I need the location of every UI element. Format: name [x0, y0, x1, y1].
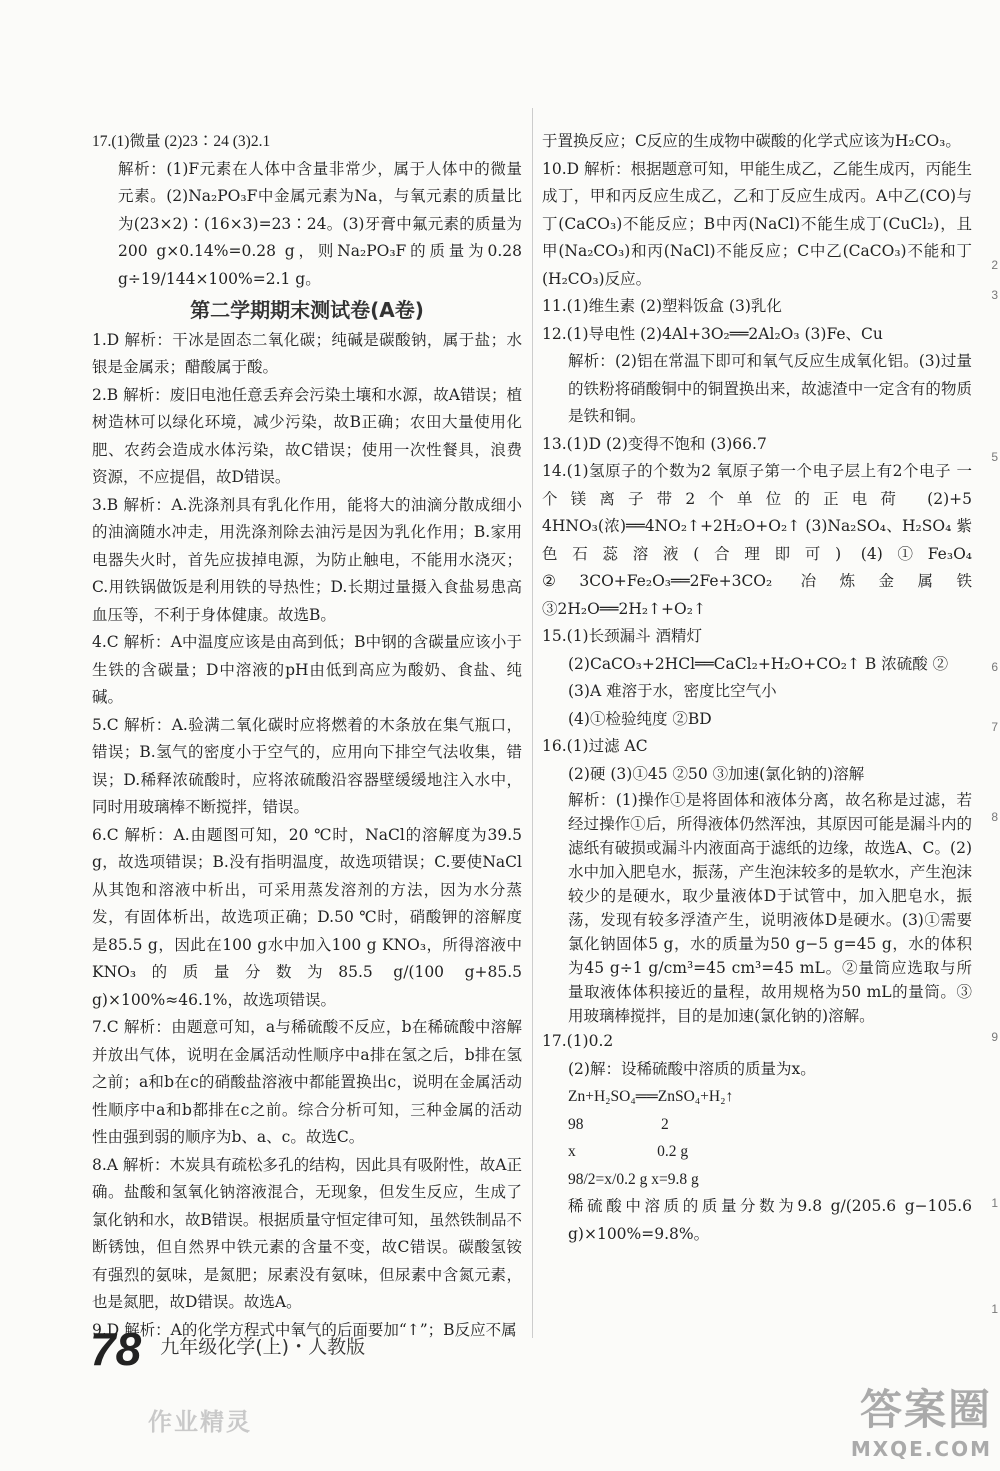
answer-17-equation: Zn+H₂SO₄══ZnSO₄+H₂↑: [568, 1088, 734, 1105]
answer-1: 1.D 解析：干冰是固态二氧化碳；纯碱是碳酸钠，属于盐；水银是金属汞；醋酸属于酸。: [92, 330, 522, 376]
section-title: 第二学期期末测试卷(A卷): [190, 298, 424, 322]
answer-12-analysis: 解析：(2)铝在常温下即可和氧气反应生成氧化铝。(3)过量的铁粉将硝酸铜中的铜置换出来，故滤渣中一定含有的物质是铁和铜。: [568, 352, 972, 425]
answer-14: 14.(1)氢原子的个数为2 氧原子第一个电子层上有2个电子 一个镁离子带2个单位的正电荷 (2)+5 4HNO₃(浓)══4NO₂↑+2H₂O+O₂↑ (3)Na₂SO₄、H₂SO₄ 紫色石蕊溶液(合理即可) (4)①Fe₃O₄ ②3CO+Fe₂O₃══2Fe+3CO₂ 冶炼金属铁 ③2H₂O══2H₂↑+O₂↑: [542, 462, 972, 618]
answer-17-ratio: 98/2=x/0.2 g x=9.8 g: [568, 1170, 699, 1188]
answer-7: 7.C 解析：由题意可知，a与稀硫酸不反应，b在稀硫酸中溶解并放出气体，说明在金属活动性顺序中a排在氢之后，b排在氢之前；a和b在c的硝酸盐溶液中都能置换出c，说明在金属活动性顺序中a和b都排在c之前。综合分析可知，三种金属的活动性由强到弱的顺序为b、a、c。故选C。: [92, 1018, 522, 1146]
edge-mark: 1: [991, 1302, 998, 1316]
answer-16-analysis: 解析：(1)操作①是将固体和液体分离，故名称是过滤，若经过操作①后，所得液体仍然浑浊，其原因可能是漏斗内的滤纸有破损或漏斗内液面高于滤纸的边缘，故选A、C。(2)水中加入肥皂水，振荡，产生泡沫较多的是软水，产生泡沫较少的是硬水，取少量液体D于试管中，加入肥皂水，振荡，发现有较多浮渣产生，说明液体D是硬水。(3)①需要氯化钠固体5 g，水的质量为50 g−5 g=45 g，水的体积为45 g÷1 g/cm³=45 cm³=45 mL。②量筒应选取与所量取液体体积接近的量程，故用规格为50 mL的量筒。③用玻璃棒搅拌，目的是加速(氯化钠的)溶解。: [568, 791, 972, 1025]
answer-16-part1: 16.(1)过滤 AC: [542, 737, 648, 755]
answer-9-continued: 于置换反应；C反应的生成物中碳酸的化学式应该为H₂CO₃。: [542, 132, 961, 150]
answer-10: 10.D 解析：根据题意可知，甲能生成乙，乙能生成丙，丙能生成丁，甲和丙反应生成乙，乙和丁反应生成丙。A中乙(CO)与丁(CaCO₃)不能反应；B中丙(NaCl)不能生成丁(CuCl₂)，且甲(Na₂CO₃)和丙(NaCl)不能反应；C中乙(CaCO₃)不能和丁(H₂CO₃)反应。: [542, 159, 972, 288]
answer-15-part1: 15.(1)长颈漏斗 酒精灯: [542, 627, 703, 645]
answer-17-fraction: 稀硫酸中溶质的质量分数为9.8 g/(205.6 g−105.6 g)×100%=9.8%。: [568, 1197, 972, 1243]
right-column: [542, 128, 972, 1248]
edge-mark: 6: [991, 660, 998, 674]
edge-mark: 7: [991, 720, 998, 734]
answer-13: 13.(1)D (2)变得不饱和 (3)66.7: [542, 434, 767, 453]
answer-17-part1: 17.(1)0.2: [542, 1032, 614, 1050]
answer-17-molar-mass: 98 2: [568, 1115, 669, 1133]
answer-9: 9.D 解析：A的化学方程式中氧气的后面要加“↑”；B反应不属: [92, 1320, 517, 1339]
site-watermark-en: MXQE.COM: [850, 1437, 992, 1461]
answer-15-part2: (2)CaCO₃+2HCl══CaCl₂+H₂O+CO₂↑ B 浓硫酸 ②: [568, 654, 949, 673]
edge-mark: 1: [991, 1196, 998, 1210]
answer-4: 4.C 解析：A中温度应该是由高到低；B中钢的含碳量应该小于生铁的含碳量；D中溶液的pH由低到高应为酸奶、食盐、纯碱。: [92, 633, 522, 706]
answer-15-part4: (4)①检验纯度 ②BD: [568, 709, 712, 728]
left-column: [92, 128, 522, 1344]
edge-mark: 8: [991, 810, 998, 824]
book-title: 九年级化学(上)・人教版: [160, 1336, 366, 1358]
answer-5: 5.C 解析：A.验满二氧化碳时应将燃着的木条放在集气瓶口，错误；B.氢气的密度小于空气的，应用向下排空气法收集，错误；D.稀释浓硫酸时，应将浓硫酸沿容器壁缓缓地注入水中，同时用玻璃棒不断搅拌，错误。: [92, 715, 522, 816]
answer-15-part3: (3)A 难溶于水，密度比空气小: [568, 682, 777, 700]
answer-8: 8.A 解析：木炭具有疏松多孔的结构，因此具有吸附性，故A正确。盐酸和氢氧化钠溶液混合，无现象，但发生反应，生成了氯化钠和水，故B错误。根据质量守恒定律可知，虽然铁制品不断锈蚀，但自然界中铁元素的含量不变，故C错误。碳酸氢铵有强烈的氨味，是氮肥；尿素没有氨味，但尿素中含氮元素，也是氮肥，故D错误。故选A。: [92, 1155, 522, 1311]
answer-17-head: 17.(1)微量 (2)23∶24 (3)2.1: [92, 133, 271, 150]
edge-mark: 2: [991, 258, 998, 272]
page-footer: [90, 1322, 365, 1376]
edge-mark: 3: [991, 288, 998, 302]
site-watermark-cn: 答案圈: [859, 1385, 992, 1434]
edge-mark: 5: [991, 450, 998, 464]
answer-3: 3.B 解析：A.洗涤剂具有乳化作用，能将大的油滴分散成细小的油滴随水冲走，用洗涤剂除去油污是因为乳化作用；B.家用电器失火时，首先应拔掉电源，为防止触电，不能用水浇灭；C.用铁锅做饭是利用铁的导热性；D.长期过量摄入食盐易患高血压等，不利于身体健康。故选B。: [92, 495, 522, 624]
answer-6: 6.C 解析：A.由题图可知，20 ℃时，NaCl的溶解度为39.5 g，故选项错误；B.没有指明温度，故选项错误；C.要使NaCl从其饱和溶液中析出，可采用蒸发溶剂的方法，因为水分蒸发，有固体析出，故选项正确；D.50 ℃时，硝酸钾的溶解度是85.5 g，因此在100 g水中加入100 g KNO₃，所得溶液中KNO₃的质量分数为85.5 g/(100 g+85.5 g)×100%≈46.1%，故选项错误。: [92, 825, 522, 1009]
stamp-watermark: 作业精灵: [148, 1408, 252, 1436]
answer-17-part2: (2)解：设稀硫酸中溶质的质量为x。: [568, 1059, 816, 1078]
answer-2: 2.B 解析：废旧电池任意丢弃会污染土壤和水源，故A错误；植树造林可以绿化环境，减少污染，故B正确；农田大量使用化肥、农药会造成水体污染，故C错误；使用一次性餐具，浪费资源，不应提倡，故D错误。: [92, 385, 522, 486]
site-watermark: [851, 1377, 992, 1461]
answer-17-analysis: 解析：(1)F元素在人体中含量非常少，属于人体中的微量元素。(2)Na₂PO₃F中金属元素为Na，与氧元素的质量比为(23×2)∶(16×3)=23∶24。(3)牙膏中氟元素的质量为200 g×0.14%=0.28 g，则Na₂PO₃F的质量为0.28 g÷19/144×100%=2.1 g。: [118, 159, 522, 288]
column-divider: [532, 108, 533, 1338]
page-number: 78: [90, 1323, 142, 1375]
answer-16-part2: (2)硬 (3)①45 ②50 ③加速(氯化钠的)溶解: [568, 764, 865, 783]
answer-17-masses: x 0.2 g: [568, 1143, 689, 1160]
answer-12-head: 12.(1)导电性 (2)4Al+3O₂══2Al₂O₃ (3)Fe、Cu: [542, 324, 883, 343]
answer-11: 11.(1)维生素 (2)塑料饭盒 (3)乳化: [542, 297, 782, 315]
edge-mark: 9: [991, 1030, 998, 1044]
